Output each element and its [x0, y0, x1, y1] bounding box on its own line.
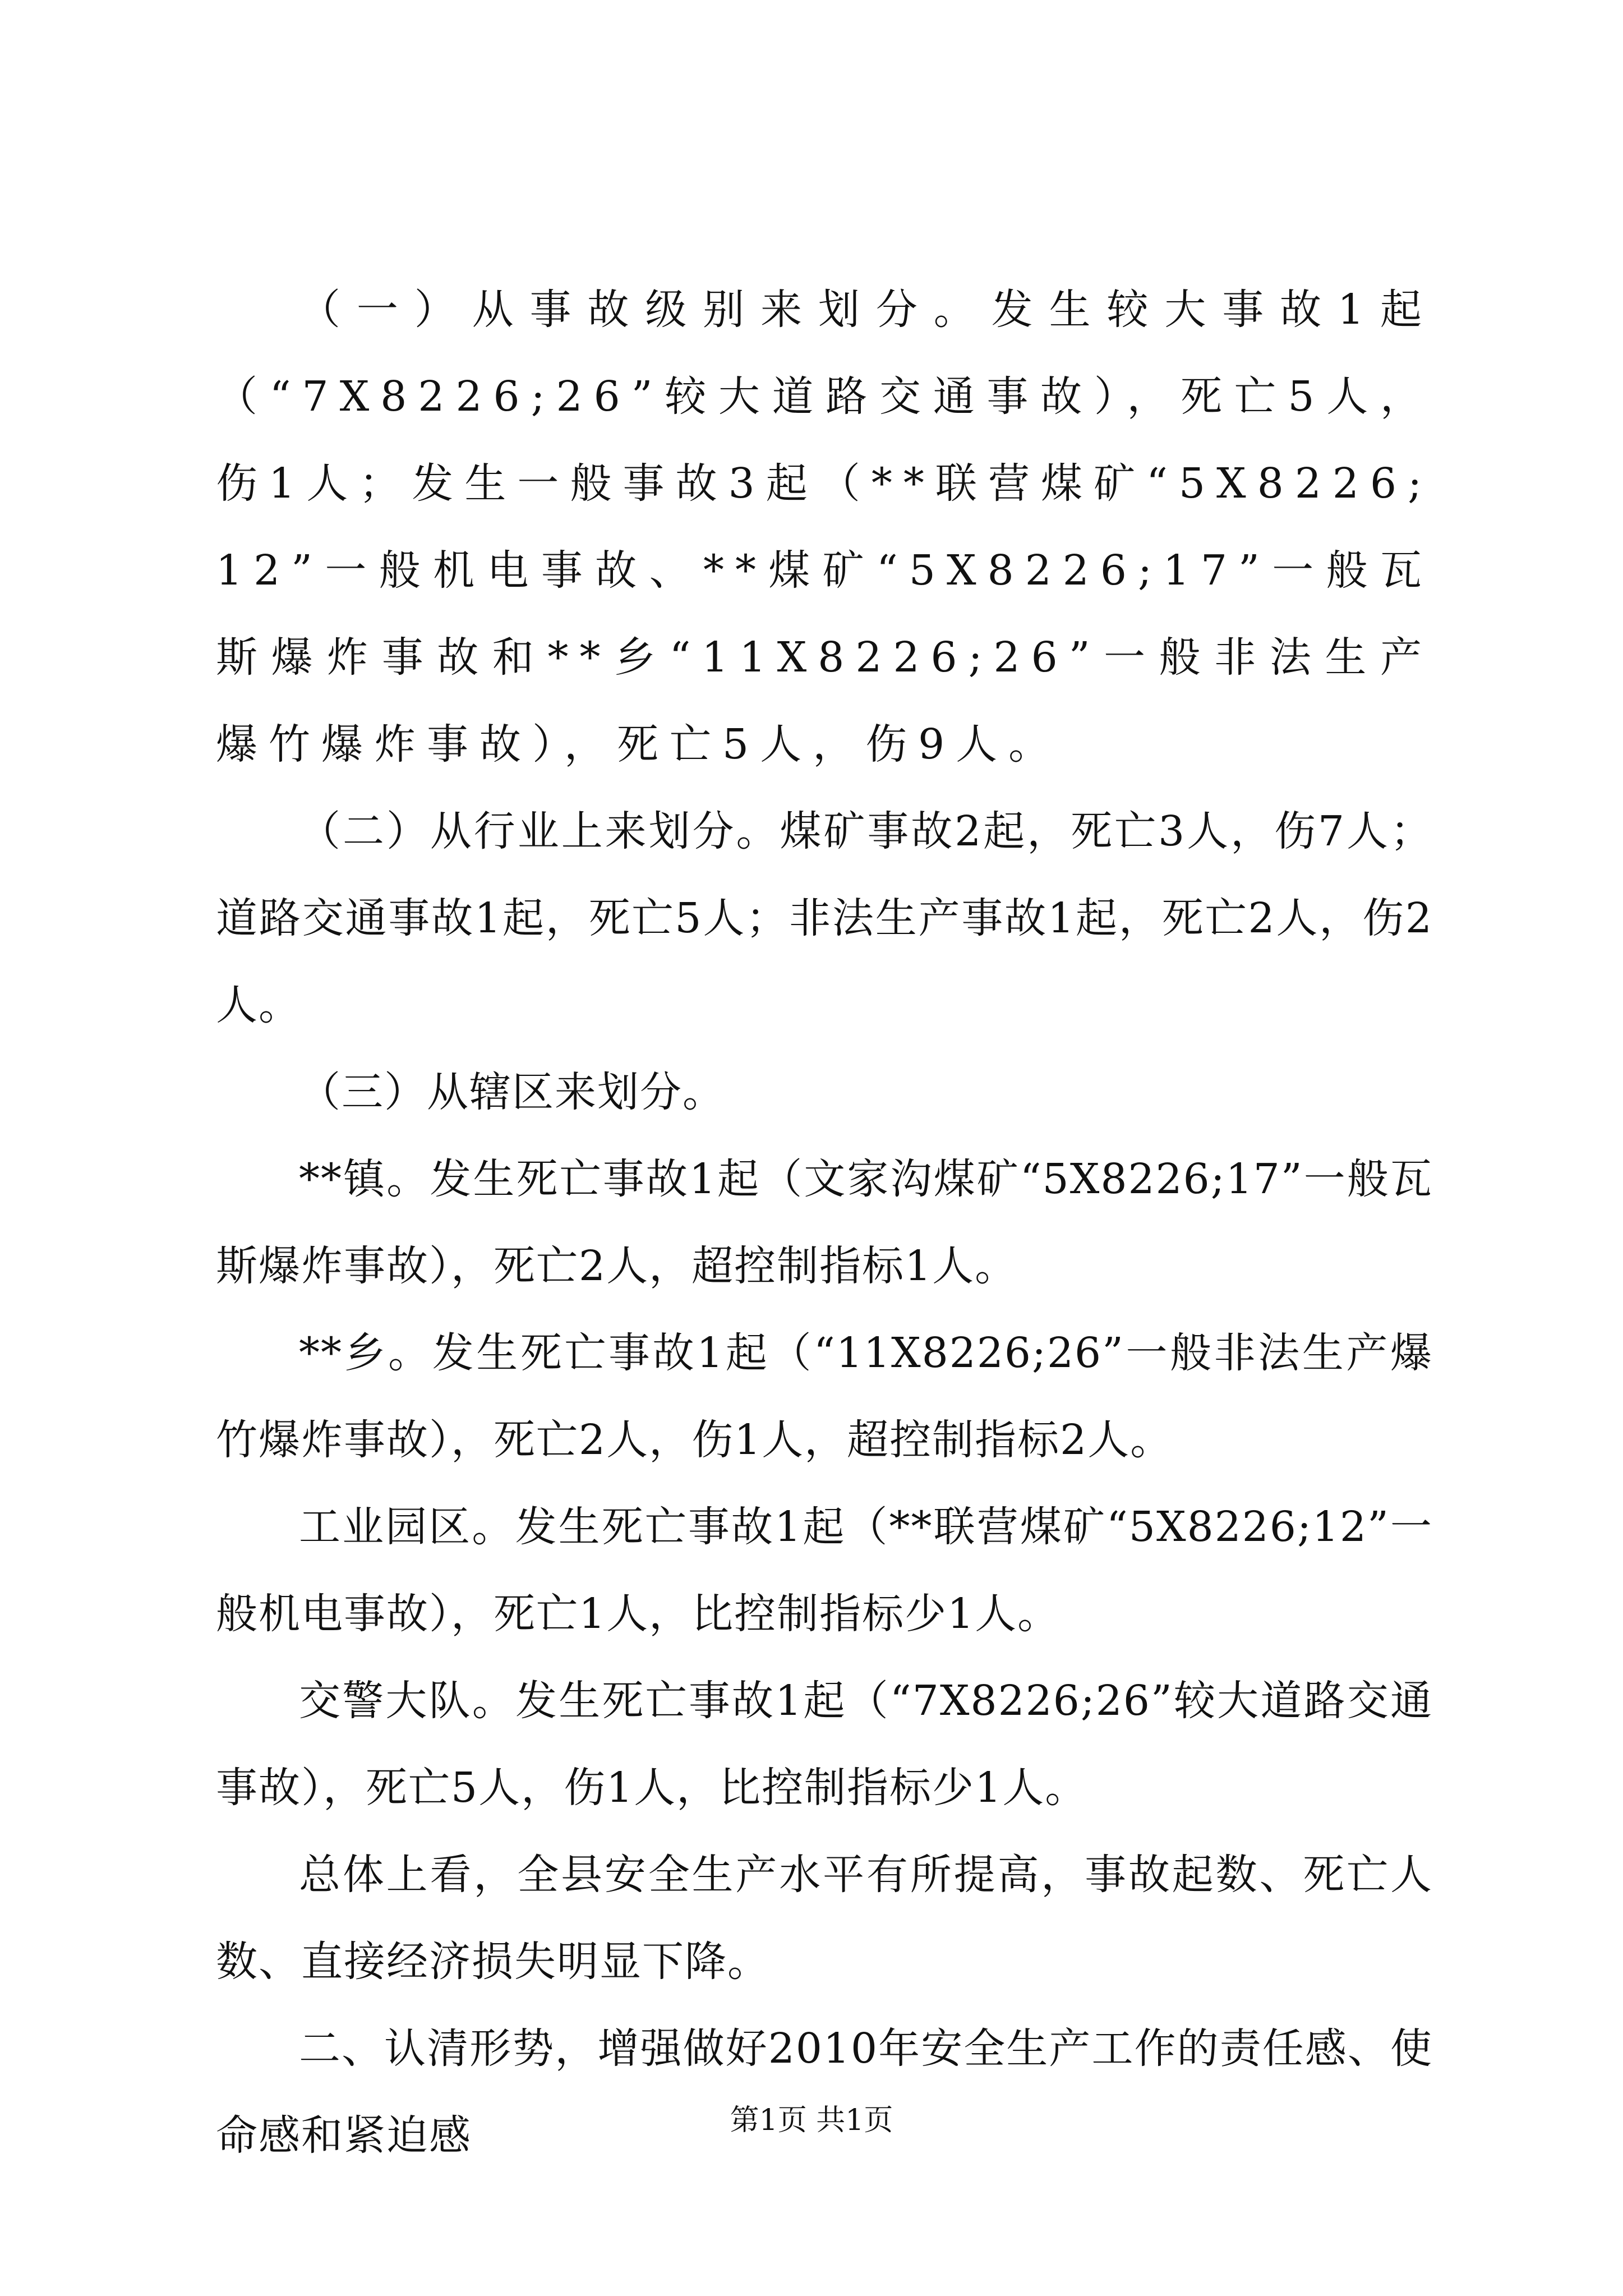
paragraph-by-district-heading: （三）从辖区来划分。 — [299, 1068, 725, 1116]
section-heading-two: 二、认清形势，增强做好2010年安全生产工作的责任感、使命感和紧迫感 — [216, 2024, 1433, 2160]
page-footer: 第1页 共1页 — [730, 2104, 893, 2137]
paragraph-overall-summary: 总体上看，全县安全生产水平有所提高，事故起数、死亡人数、直接经济损失明显下降。 — [216, 1851, 1433, 1986]
paragraph-traffic-police: 交警大队。发生死亡事故1起（“7X8226;26”较大道路交通事故），死亡5人，伤1人，比控制指标少1人。 — [216, 1677, 1433, 1812]
paragraph-by-accident-level: （一）从事故级别来划分。发生较大事故1起（“7X8226;26”较大道路交通事故），死亡5人，伤1人；发生一般事故3起（**联营煤矿“5X8226;12”一般机电事故、**煤矿“5X8226;17”一般瓦斯爆炸事故和**乡“11X8226;26”一般非法生产爆竹爆炸事故），死亡5人，伤9人。 — [216, 286, 1433, 769]
paragraph-township: **乡。发生死亡事故1起（“11X8226;26”一般非法生产爆竹爆炸事故），死亡2人，伤1人，超控制指标2人。 — [216, 1329, 1433, 1464]
paragraph-town: **镇。发生死亡事故1起（文家沟煤矿“5X8226;17”一般瓦斯爆炸事故），死亡2人，超控制指标1人。 — [216, 1155, 1433, 1290]
document-body — [216, 266, 1433, 2179]
paragraph-by-industry: （二）从行业上来划分。煤矿事故2起，死亡3人，伤7人；道路交通事故1起，死亡5人；非法生产事故1起，死亡2人，伤2人。 — [216, 807, 1433, 1029]
paragraph-industrial-park: 工业园区。发生死亡事故1起（**联营煤矿“5X8226;12”一般机电事故），死亡1人，比控制指标少1人。 — [216, 1503, 1433, 1638]
